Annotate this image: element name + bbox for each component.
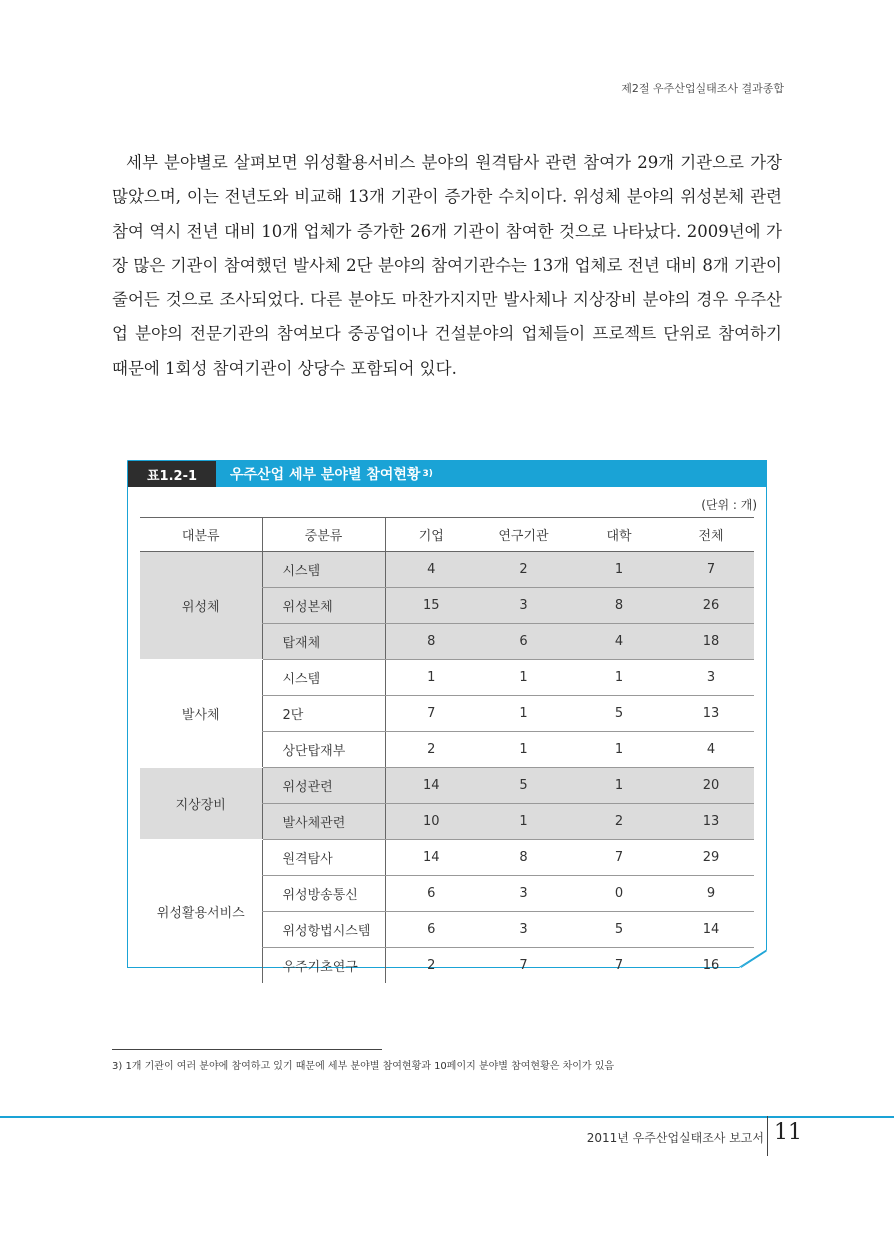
- value-research: 1: [477, 804, 570, 840]
- value-research: 3: [477, 876, 570, 912]
- table-title-footnote-ref: 3): [422, 469, 433, 479]
- value-university: 0: [570, 876, 668, 912]
- value-research: 2: [477, 552, 570, 588]
- table-title-text: 우주산업 세부 분야별 참여현황: [230, 467, 421, 483]
- value-total: 16: [702, 958, 720, 973]
- header-category: 대분류: [140, 518, 262, 552]
- footnote-divider: [112, 1049, 382, 1050]
- header-company: 기업: [385, 518, 477, 552]
- value-company: 6: [385, 876, 477, 912]
- table-frame: [127, 460, 767, 975]
- subcategory-cell: 탑재체: [262, 624, 385, 660]
- table-header-row: [140, 518, 754, 552]
- value-university: 1: [570, 552, 668, 588]
- value-university: 4: [570, 624, 668, 660]
- chapter-header: 제2절 우주산업실태조사 결과종합: [621, 82, 784, 95]
- value-university: 5: [570, 696, 668, 732]
- value-total: 13: [668, 696, 754, 732]
- value-research: 8: [477, 840, 570, 876]
- value-total: 13: [668, 804, 754, 840]
- page-number: 11: [774, 1120, 802, 1145]
- value-research: 3: [477, 588, 570, 624]
- value-research: 1: [477, 660, 570, 696]
- value-total: 7: [668, 552, 754, 588]
- value-total: 14: [668, 912, 754, 948]
- table-row: [140, 840, 754, 876]
- category-ground-equipment: 지상장비: [140, 768, 262, 840]
- subcategory-cell: 위성항법시스템: [262, 912, 385, 948]
- value-university: 5: [570, 912, 668, 948]
- value-research: 5: [477, 768, 570, 804]
- table-title: [216, 461, 766, 487]
- value-research: 6: [477, 624, 570, 660]
- table-unit: (단위 : 개): [701, 498, 757, 512]
- value-total: 9: [668, 876, 754, 912]
- value-university: 8: [570, 588, 668, 624]
- value-company: 7: [385, 696, 477, 732]
- header-total: 전체: [668, 518, 754, 552]
- data-table: [140, 517, 754, 984]
- category-satellite: 위성체: [140, 552, 262, 660]
- subcategory-cell: 우주기초연구: [262, 948, 385, 984]
- table-row: [140, 552, 754, 588]
- value-company: 6: [385, 912, 477, 948]
- value-university: 1: [570, 660, 668, 696]
- subcategory-cell: 2단: [262, 696, 385, 732]
- subcategory-cell: 상단탑재부: [262, 732, 385, 768]
- value-research: 1: [477, 732, 570, 768]
- value-total: 26: [668, 588, 754, 624]
- footer-rule: [0, 1116, 894, 1118]
- subcategory-cell: 위성방송통신: [262, 876, 385, 912]
- subcategory-cell: 발사체관련: [262, 804, 385, 840]
- value-total: 4: [668, 732, 754, 768]
- value-total: 3: [668, 660, 754, 696]
- subcategory-cell: 원격탐사: [262, 840, 385, 876]
- category-launcher: 발사체: [140, 660, 262, 768]
- value-university: 2: [570, 804, 668, 840]
- value-university: 7: [614, 958, 624, 973]
- value-research: 1: [477, 696, 570, 732]
- value-research: 7: [519, 958, 528, 973]
- header-research: 연구기관: [477, 518, 570, 552]
- value-company: 10: [385, 804, 477, 840]
- table-number: 표1.2-1: [128, 461, 216, 487]
- value-company: 4: [385, 552, 477, 588]
- subcategory-cell: 위성관련: [262, 768, 385, 804]
- value-university: 7: [570, 840, 668, 876]
- footer-divider: [767, 1116, 768, 1156]
- value-company: 1: [385, 660, 477, 696]
- value-total: 18: [668, 624, 754, 660]
- value-total: 29: [668, 840, 754, 876]
- value-university: 1: [570, 732, 668, 768]
- footnote: 3) 1개 기관이 여러 분야에 참여하고 있기 때문에 세부 분야별 참여현황과 10페이지 분야별 참여현황은 차이가 있음: [112, 1061, 615, 1072]
- value-company: 15: [385, 588, 477, 624]
- value-company: 8: [385, 624, 477, 660]
- subcategory-cell: 시스템: [262, 660, 385, 696]
- value-research: 3: [477, 912, 570, 948]
- table-row: [140, 768, 754, 804]
- table-title-bar: [128, 461, 766, 487]
- value-company: 14: [385, 768, 477, 804]
- subcategory-cell: 위성본체: [262, 588, 385, 624]
- subcategory-cell: 시스템: [262, 552, 385, 588]
- category-satellite-services: 위성활용서비스: [140, 840, 262, 984]
- header-subcategory: 중분류: [262, 518, 385, 552]
- table-row: [140, 660, 754, 696]
- value-company: 14: [385, 840, 477, 876]
- header-university: 대학: [570, 518, 668, 552]
- value-company: 2: [385, 732, 477, 768]
- value-university: 1: [570, 768, 668, 804]
- body-paragraph: 세부 분야별로 살펴보면 위성활용서비스 분야의 원격탐사 관련 참여가 29개 기관으로 가장 많았으며, 이는 전년도와 비교해 13개 기관이 증가한 수치이다. 위성체 분야의 위성본체 관련 참여 역시 전년 대비 10개 업체가 증가한 26개 기관이 참여한 것으로 나타났다. 2009년에 가장 많은 기관이 참여했던 발사체 2단 분야의 참여기관수는 13개 업체로 전년 대비 8개 기관이 줄어든 것으로 조사되었다. 다른 분야도 마찬가지지만 발사체나 지상장비 분야의 경우 우주산업 분야의 전문기관의 참여보다 중공업이나 건설분야의 업체들이 프로젝트 단위로 참여하기 때문에 1회성 참여기관이 상당수 포함되어 있다.: [112, 153, 782, 378]
- value-total: 20: [668, 768, 754, 804]
- value-company: 2: [385, 948, 477, 984]
- footer-report-title: 2011년 우주산업실태조사 보고서: [586, 1131, 764, 1145]
